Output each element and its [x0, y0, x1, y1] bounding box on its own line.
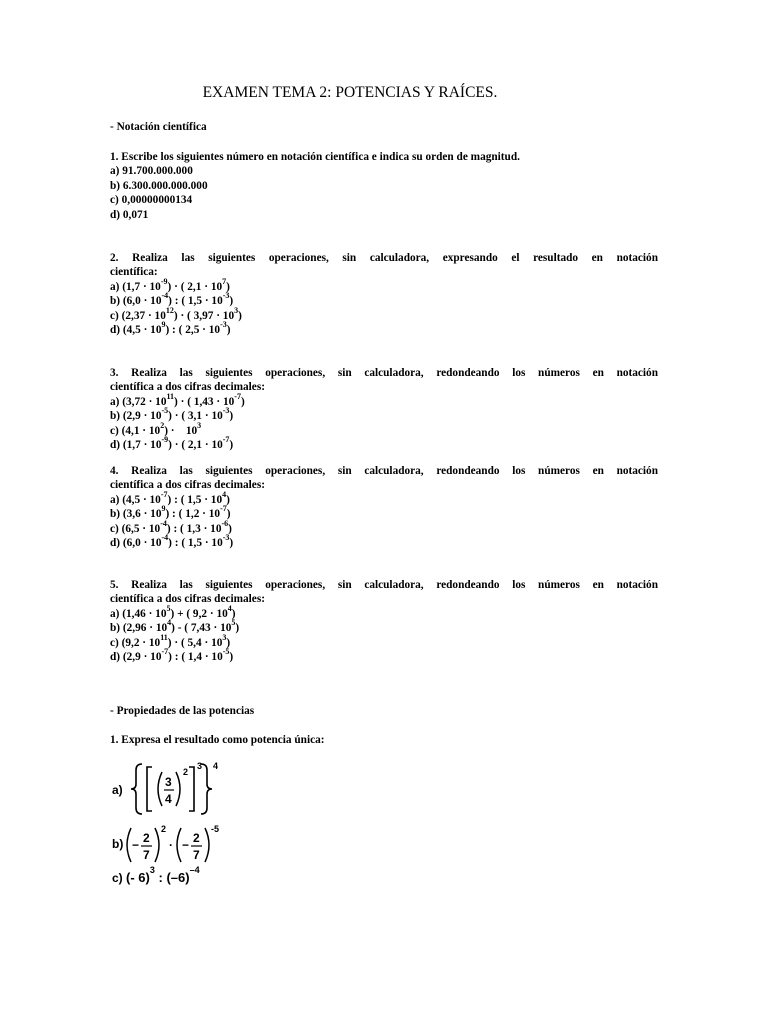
left-parenthesis-2: [177, 828, 181, 862]
exponent-a-2: 3: [197, 761, 203, 771]
question-2-text-line-1: 2. Realiza las siguientes operaciones, sin calculadora, expresando el resultado en notación: [110, 252, 658, 264]
question-4-item-a: a) $(4,5 \cdot 10^{-7})$ : ( $1,5 \cdot 10^4$): [110, 490, 230, 506]
expression-c-base-2: (–6): [166, 870, 190, 885]
fraction-a-denominator: 4: [165, 792, 172, 806]
question-5-text-line-2: científica a dos cifras decimales:: [110, 593, 265, 606]
exponent-b-1: 2: [161, 824, 167, 834]
expression-b-label: b): [112, 837, 124, 851]
right-square-bracket: [189, 767, 194, 811]
expression-c-base-1: (- 6): [126, 870, 150, 885]
properties-question-1-text: 1. Expresa el resultado como potencia única:: [110, 734, 325, 746]
question-5-text-line-1: 5. Realiza las siguientes operaciones, sin calculadora, redondeando los números en notación: [110, 579, 658, 591]
question-2-item-c: c) $(2,37 \cdot 10^{12})$ · ( $3,97 \cdot 10^3$): [110, 305, 242, 322]
question-1-item-b: b) 6.300.000.000.000: [110, 179, 208, 192]
multiplication-dot: ·: [169, 838, 173, 852]
question-2-text-line-2: científica:: [110, 266, 158, 279]
question-3-text-line-2: científica a dos cifras decimales:: [110, 381, 265, 394]
question-5: [110, 578, 658, 664]
question-2-item-b: b) $(6,0 \cdot 10^{-4})$ : ( $1,5 \cdot 10^{-3}$): [110, 291, 234, 308]
question-5-item-c: c) $(9,2 \cdot 10^{11})$ · ( $5,4 \cdot 10^3$): [110, 632, 231, 649]
expression-c-exponent-2: –4: [189, 865, 200, 875]
right-parenthesis-1: [155, 828, 159, 862]
expression-a: [110, 758, 230, 820]
expression-b: [110, 824, 230, 868]
section-heading-power-properties: - Propiedades de las potencias: [110, 705, 255, 717]
question-3-text-line-1: 3. Realiza las siguientes operaciones, sin calculadora, redondeando los números en notación: [110, 367, 658, 379]
question-4-text-line-1: 4. Realiza las siguientes operaciones, sin calculadora, redondeando los números en notación: [110, 465, 658, 477]
minus-sign-1: −: [132, 838, 140, 852]
question-3: [110, 366, 658, 452]
exponent-a-3: 4: [213, 761, 219, 771]
question-3-item-a: a) $(3,72 \cdot 10^{11})$ · ( $1,43 \cdot 10^{-7}$): [110, 392, 245, 408]
exponent-b-2: -5: [211, 824, 220, 834]
question-4-item-d: d) $(6,0 \cdot 10^{-4})$ : ( $1,5 \cdot 10^{-3}$): [110, 533, 234, 550]
question-4-text-line-2: científica a dos cifras decimales:: [110, 479, 265, 492]
question-5-item-b: b) $(2,96 \cdot 10^4)$ - ( $7,43 \cdot 10^5$): [110, 618, 240, 635]
expression-c-exponent-1: 3: [149, 865, 155, 875]
left-parenthesis: [158, 772, 162, 806]
right-parenthesis: [176, 772, 180, 806]
question-4-item-b: b) $(3,6 \cdot 10^9)$ : ( $1,2 \cdot 10^{-7}$): [110, 504, 231, 521]
expression-c-operator: :: [154, 870, 167, 885]
page-title: EXAMEN TEMA 2: POTENCIAS Y RAÍCES.: [202, 84, 498, 101]
section-heading-scientific-notation: - Notación científica: [110, 121, 207, 133]
right-parenthesis-2: [205, 828, 209, 862]
question-4-item-c: c) $(6,5 \cdot 10^{-4})$ : ( $1,3 \cdot 10^{-6}$): [110, 518, 232, 535]
question-1-text: 1. Escribe los siguientes número en notación científica e indica su orden de magnitud.: [110, 151, 520, 163]
fraction-b2-denominator: 7: [193, 848, 200, 862]
expression-b-graphic: [110, 824, 230, 868]
question-2-item-a: a) $(1,7 \cdot 10^{-9})$ · ( $2,1 \cdot 10^7$): [110, 277, 230, 293]
question-1-item-d: d) 0,071: [110, 208, 149, 221]
question-4: [110, 464, 658, 550]
expression-c: [112, 865, 252, 894]
fraction-b1-denominator: 7: [143, 848, 150, 862]
question-2-item-d: d) $(4,5 \cdot 10^9)$ : ( $2,5 \cdot 10^{-3}$): [110, 320, 231, 337]
left-parenthesis-1: [127, 828, 131, 862]
fraction-b2-numerator: 2: [193, 831, 200, 845]
question-2: [110, 251, 658, 337]
fraction-a-numerator: 3: [165, 775, 172, 789]
exponent-a-1: 2: [183, 767, 189, 777]
expression-c-label: c): [112, 871, 123, 885]
question-3-item-d: d) $(1,7 \cdot 10^{-9})$ · ( $2,1 \cdot 10^{-7}$): [110, 435, 234, 452]
minus-sign-2: −: [182, 838, 190, 852]
question-1: [110, 150, 658, 222]
question-3-item-b: b) $(2,9 \cdot 10^{-5})$ · ( $3,1 \cdot 10^{-3}$): [110, 406, 234, 423]
left-curly-brace: [131, 764, 142, 814]
question-1-item-c: c) 0,00000000134: [110, 194, 193, 207]
question-3-item-c: c) $(4,1 \cdot 10^2)$ · $10^3$: [110, 420, 202, 437]
expression-a-graphic: [110, 758, 230, 820]
left-square-bracket: [147, 767, 152, 811]
right-curly-brace: [201, 764, 212, 814]
question-5-item-d: d) $(2,9 \cdot 10^{-7})$ : ( $1,4 \cdot 10^{-5}$): [110, 647, 234, 664]
fraction-b1-numerator: 2: [143, 831, 150, 845]
expression-a-label: a): [112, 783, 123, 797]
question-1-item-a: a) 91.700.000.000: [110, 165, 193, 178]
question-5-item-a: a) $(1,46 \cdot 10^5)$ + ( $9,2 \cdot 10^4$): [110, 604, 236, 620]
